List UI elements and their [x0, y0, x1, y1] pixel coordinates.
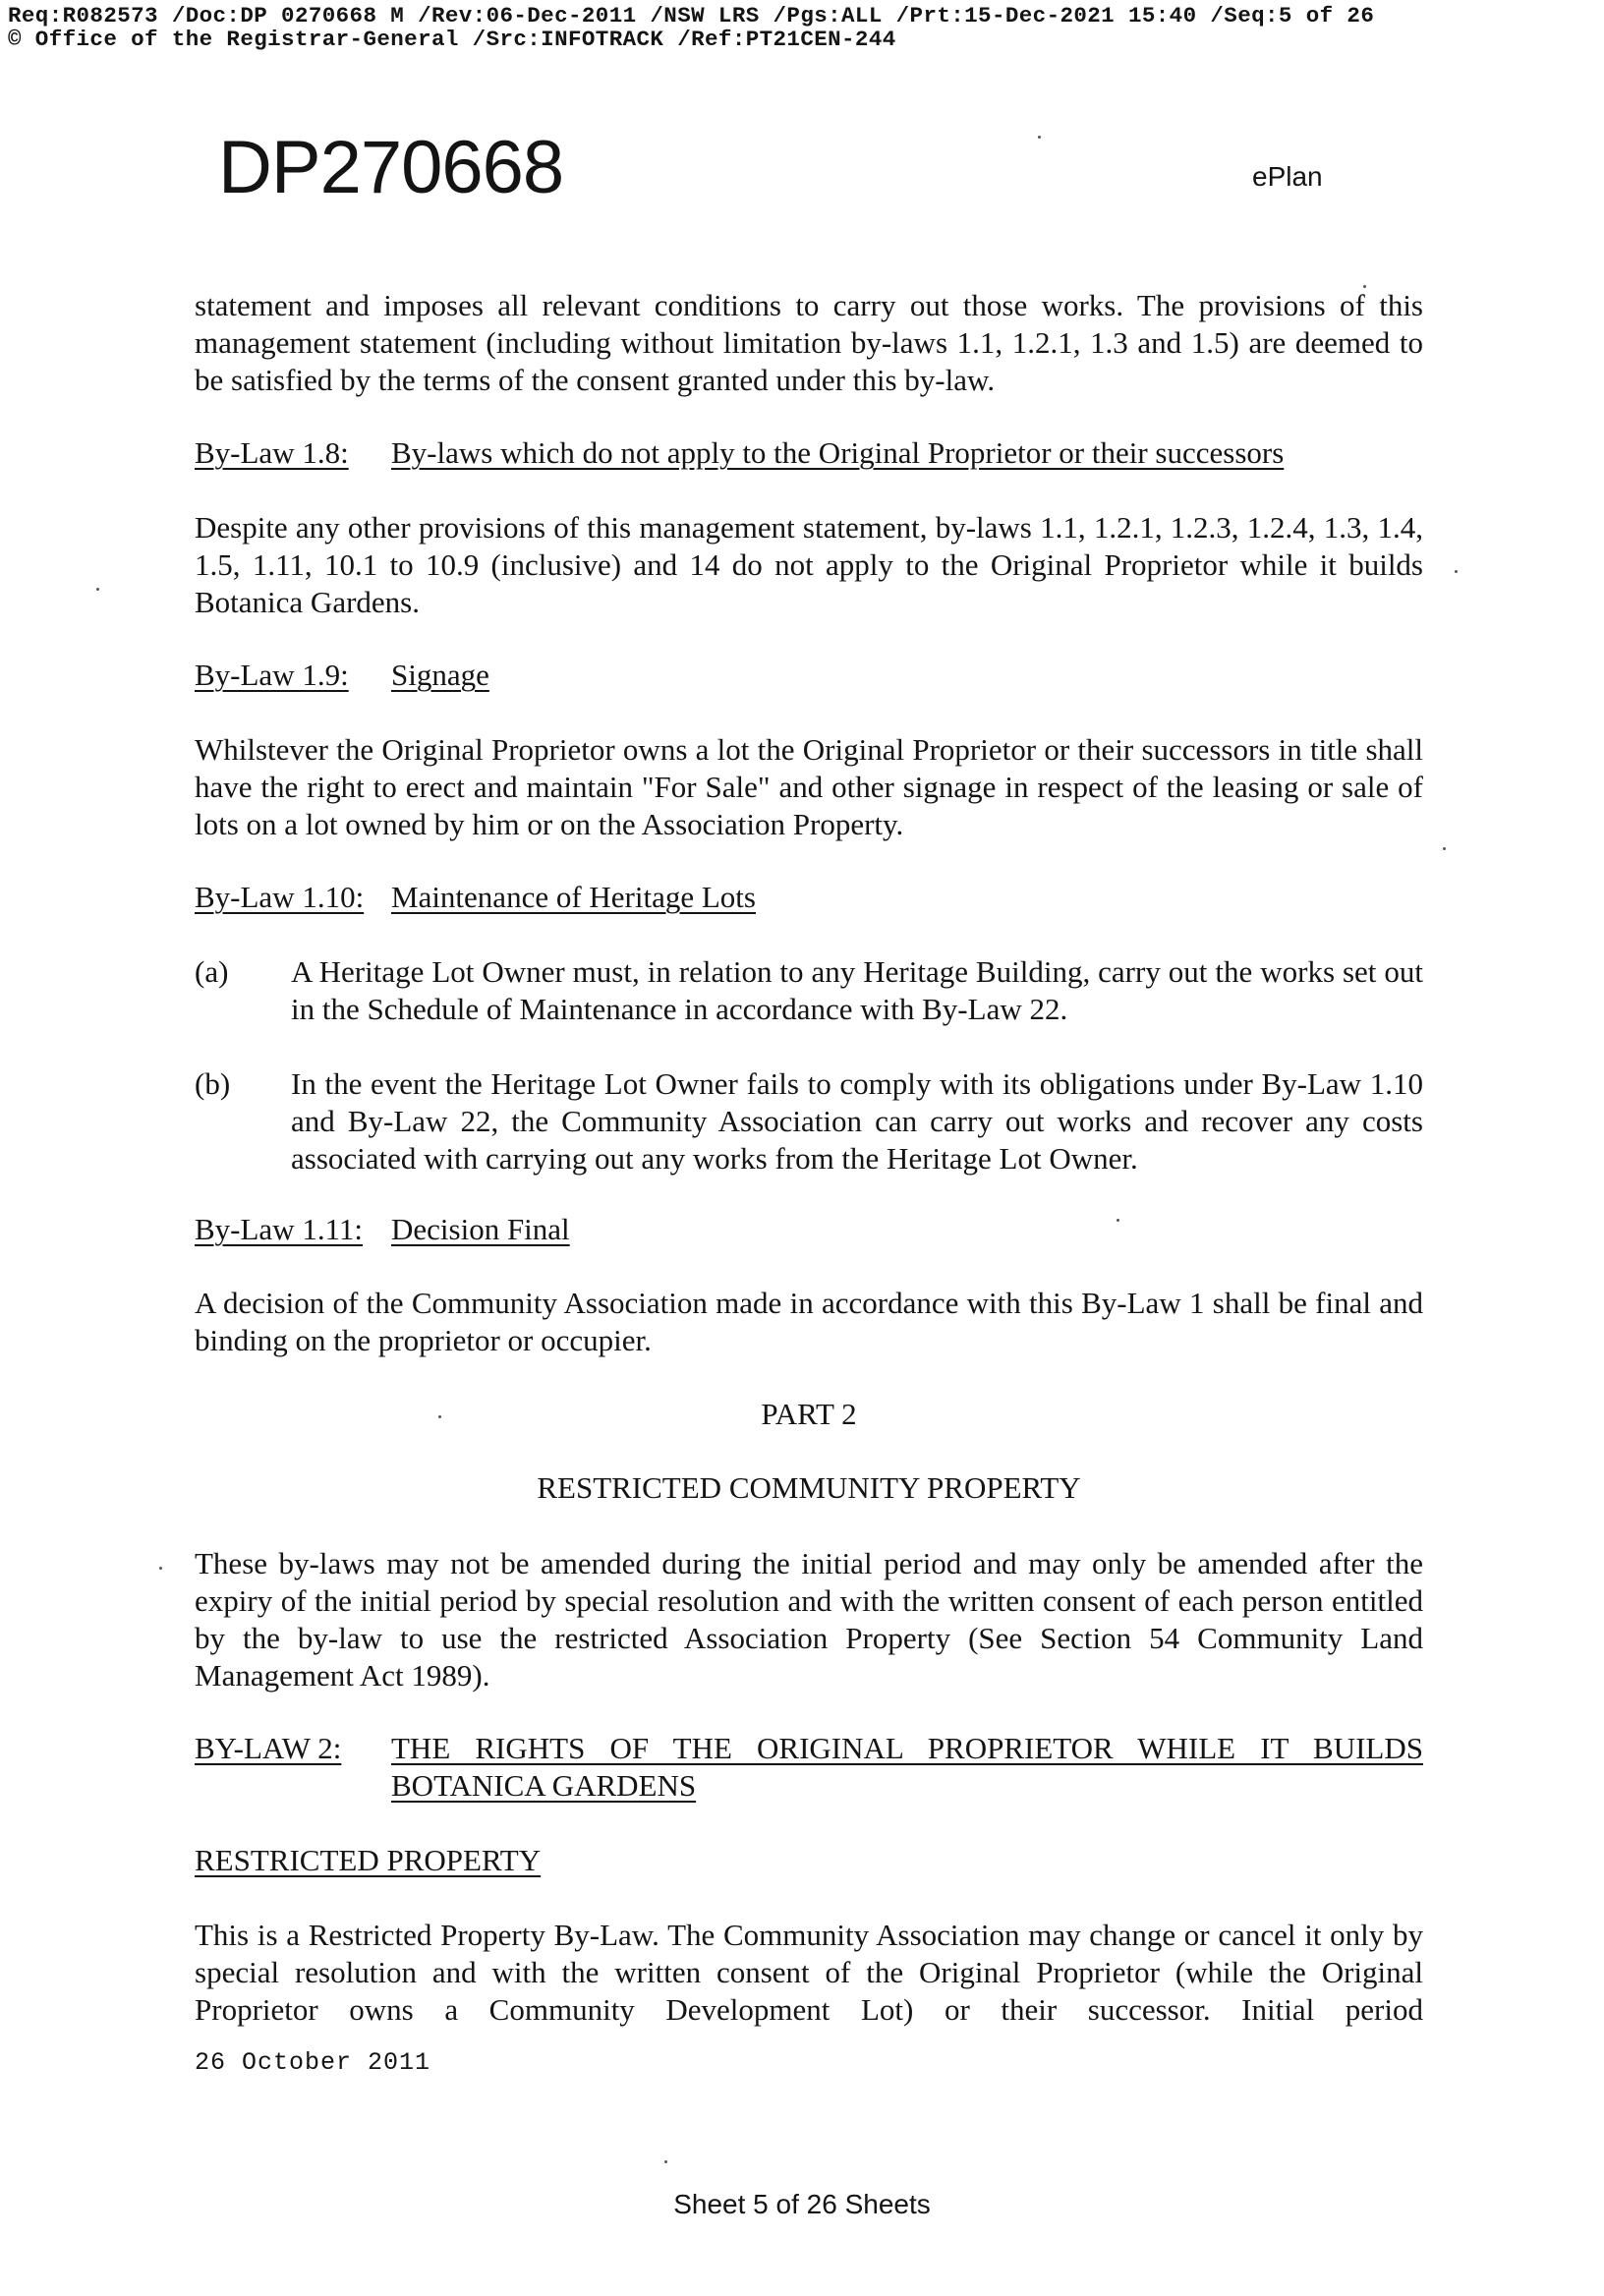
- part-2-body: [195, 1545, 1423, 1694]
- plan-number-title: DP270668: [218, 126, 564, 209]
- bylaw-2-heading: [195, 1730, 1423, 1805]
- part-2-subheading: RESTRICTED COMMUNITY PROPERTY: [537, 1470, 1081, 1505]
- bylaw-number: By-Law 1.10:: [195, 880, 365, 914]
- list-item-label: (a): [195, 954, 229, 989]
- bylaw-body-text: This is a Restricted Property By-Law. The Community Association may change or cancel it only by special resolution and with the written consent of the Original Proprietor (while the Original Proprietor owns a Community Development Lot) or their successor. Initial period: [195, 1918, 1423, 2027]
- bylaw-1-11-heading: [195, 1211, 1423, 1248]
- bylaw-number: By-Law 1.11:: [195, 1212, 364, 1246]
- part-2-heading: PART 2: [761, 1397, 857, 1431]
- bylaw-number: By-Law 1.8:: [195, 435, 349, 470]
- bylaw-body-text: Whilstever the Original Proprietor owns a lot the Original Proprietor or their successors in title shall have the right to erect and maintain "For Sale" and other signage in respect of the leasing or sale of lots on a lot owned by him or on the Association Property.: [195, 732, 1423, 841]
- bylaw-1-9-heading: [195, 657, 1423, 694]
- restricted-property-label: RESTRICTED PROPERTY: [195, 1843, 542, 1877]
- restricted-property-heading: [195, 1842, 1423, 1879]
- part-2-body-text: These by-laws may not be amended during the initial period and may only be amended after the expiry of the initial period by special resolution and with the written consent of each person entitled by the by-law to use the restricted Association Property (See Section 54 Community Land Management Act 1989).: [195, 1546, 1423, 1693]
- bylaw-title: THE RIGHTS OF THE ORIGINAL PROPRIETOR WHILE IT BUILDS BOTANICA GARDENS: [391, 1731, 1423, 1803]
- bylaw-body-text: Despite any other provisions of this management statement, by-laws 1.1, 1.2.1, 1.2.3, 1.2.4, 1.3, 1.4, 1.5, 1.11, 10.1 to 10.9 (inclusive) and 14 do not apply to the Original Proprietor while it builds Botanica Gardens.: [195, 510, 1423, 619]
- document-date: 26 October 2011: [195, 2048, 431, 2077]
- office-source-line: © Office of the Registrar-General /Src:INFOTRACK /Ref:PT21CEN-244: [8, 27, 896, 52]
- scan-speck: [664, 2160, 667, 2163]
- bylaw-1-8-body: [195, 509, 1423, 621]
- bylaw-1-8-heading: [195, 434, 1423, 472]
- list-item-text: In the event the Heritage Lot Owner fails to comply with its obligations under By-Law 1.10 and By-Law 22, the Community Association can carry out works and recover any costs associated with carrying out any works from the Heritage Lot Owner.: [291, 1066, 1423, 1176]
- scan-speck: [159, 1567, 162, 1570]
- bylaw-title: By-laws which do not apply to the Original Proprietor or their successors: [391, 435, 1285, 470]
- list-item-label: (b): [195, 1066, 231, 1101]
- list-item-text: A Heritage Lot Owner must, in relation to any Heritage Building, carry out the works set out in the Schedule of Maintenance in accordance with By-Law 22.: [291, 954, 1423, 1026]
- bylaw-body-text: A decision of the Community Association made in accordance with this By-Law 1 shall be final and binding on the proprietor or occupier.: [195, 1286, 1423, 1357]
- bylaw-2-body: [195, 1917, 1423, 2029]
- scan-speck: [1443, 847, 1446, 850]
- bylaw-number: BY-LAW 2:: [195, 1731, 342, 1765]
- bylaw-1-10-item-a: [195, 953, 1423, 1028]
- scan-speck: [438, 1415, 441, 1418]
- eplan-label: ePlan: [1252, 161, 1323, 192]
- scan-speck: [1455, 570, 1458, 573]
- scan-speck: [1038, 136, 1041, 139]
- bylaw-title: Maintenance of Heritage Lots: [391, 880, 756, 914]
- scan-speck: [1117, 1219, 1119, 1222]
- bylaw-number: By-Law 1.9:: [195, 658, 349, 692]
- scan-speck: [1363, 285, 1366, 288]
- bylaw-1-11-body: [195, 1285, 1423, 1359]
- bylaw-1-10-heading: [195, 879, 1423, 916]
- bylaw-1-9-body: [195, 731, 1423, 843]
- registry-request-header: [8, 4, 1580, 51]
- bylaw-title: Signage: [391, 658, 489, 692]
- bylaw-1-10-item-b: [195, 1065, 1423, 1177]
- bylaw-title: Decision Final: [391, 1212, 570, 1246]
- request-info-line: Req:R082573 /Doc:DP 0270668 M /Rev:06-Dec-2011 /NSW LRS /Pgs:ALL /Prt:15-Dec-2021 15:40 /Seq:5 of 26: [8, 3, 1375, 29]
- scan-speck: [96, 588, 99, 591]
- sheet-number-footer: Sheet 5 of 26 Sheets: [673, 2189, 931, 2219]
- intro-paragraph: [195, 287, 1423, 399]
- intro-text: statement and imposes all relevant conditions to carry out those works. The provisions of this management statement (including without limitation by-laws 1.1, 1.2.1, 1.3 and 1.5) are deemed to be satisfied by the terms of the consent granted under this by-law.: [195, 288, 1423, 397]
